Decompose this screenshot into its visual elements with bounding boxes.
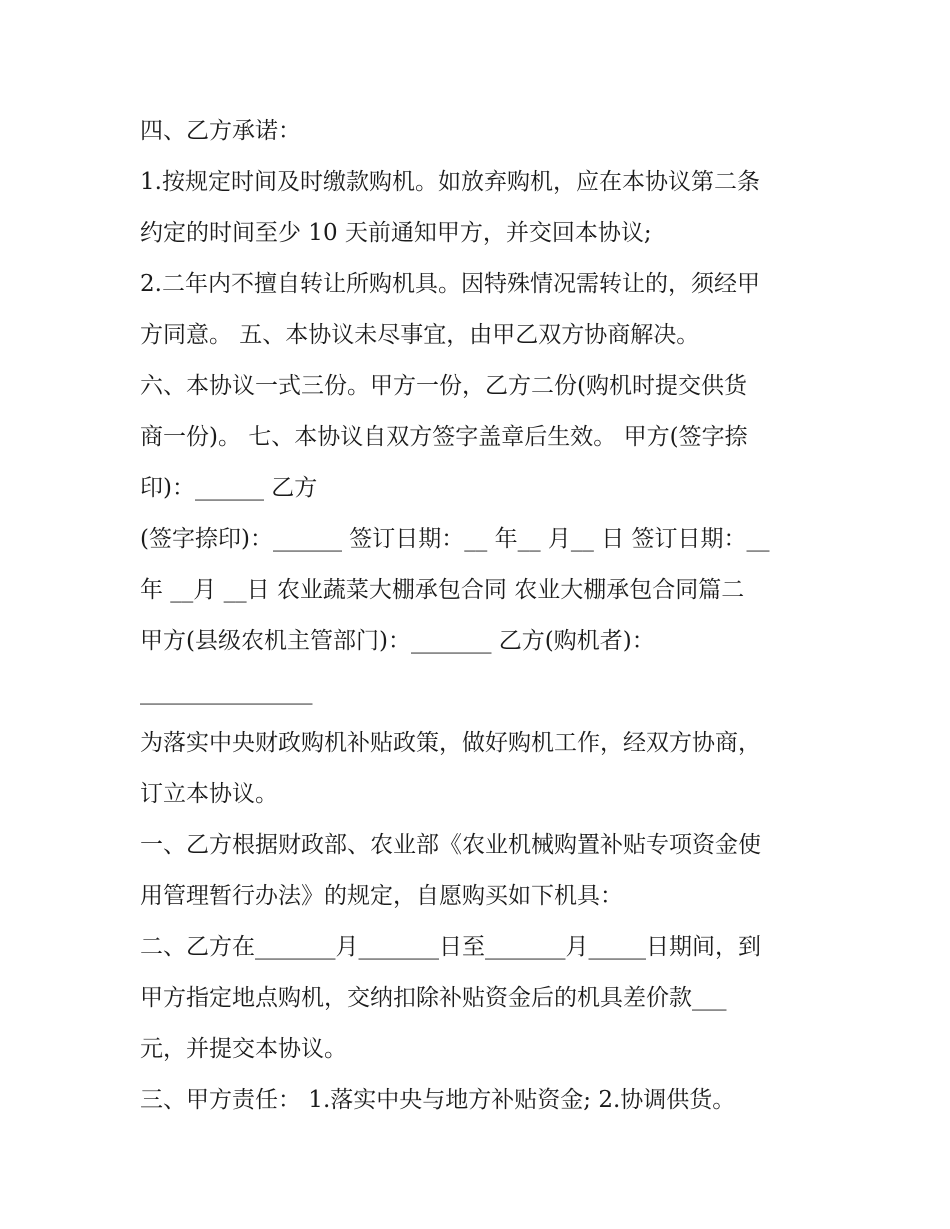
text-line: _______________ <box>140 679 313 705</box>
text-line: 商一份)。 七、本协议自双方签字盖章后生效。 甲方(签字捺 <box>140 424 748 450</box>
text-line: 六、本协议一式三份。甲方一份，乙方二份(购机时提交供货 <box>140 373 747 399</box>
text-line: 用管理暂行办法》的规定，自愿购买如下机具： <box>140 883 623 909</box>
text-line: 1.按规定时间及时缴款购机。如放弃购机，应在本协议第二条 <box>140 169 760 195</box>
text-line: 三、甲方责任： 1.落实中央与地方补贴资金; 2.协调供货。 <box>140 1087 736 1113</box>
text-line: 甲方指定地点购机，交纳扣除补贴资金后的机具差价款___ <box>140 985 727 1011</box>
text-line: 印)：______ 乙方 <box>140 475 318 501</box>
text-line: 方同意。 五、本协议未尽事宜，由甲乙双方协商解决。 <box>140 322 700 348</box>
text-line: 四、乙方承诺： <box>140 118 301 144</box>
text-line: (签字捺印)：______ 签订日期：__ 年__ 月__ 日 签订日期：__ <box>140 526 770 552</box>
text-line: 甲方(县级农机主管部门)：_______ 乙方(购机者)： <box>140 628 655 654</box>
text-line: 二、乙方在_______月_______日至_______月_____日期间，到 <box>140 934 761 960</box>
text-line: 订立本协议。 <box>140 781 278 807</box>
document-body <box>140 106 820 1126</box>
text-line: 为落实中央财政购机补贴政策，做好购机工作，经双方协商， <box>140 730 761 756</box>
text-line: 一、乙方根据财政部、农业部《农业机械购置补贴专项资金使 <box>140 832 761 858</box>
text-line: 年 __月 __日 农业蔬菜大棚承包合同 农业大棚承包合同篇二 <box>140 577 745 603</box>
text-line: 2.二年内不擅自转让所购机具。因特殊情况需转让的，须经甲 <box>140 271 760 297</box>
text-line: 约定的时间至少 10 天前通知甲方，并交回本协议; <box>140 220 652 246</box>
text-line: 元，并提交本协议。 <box>140 1036 347 1062</box>
